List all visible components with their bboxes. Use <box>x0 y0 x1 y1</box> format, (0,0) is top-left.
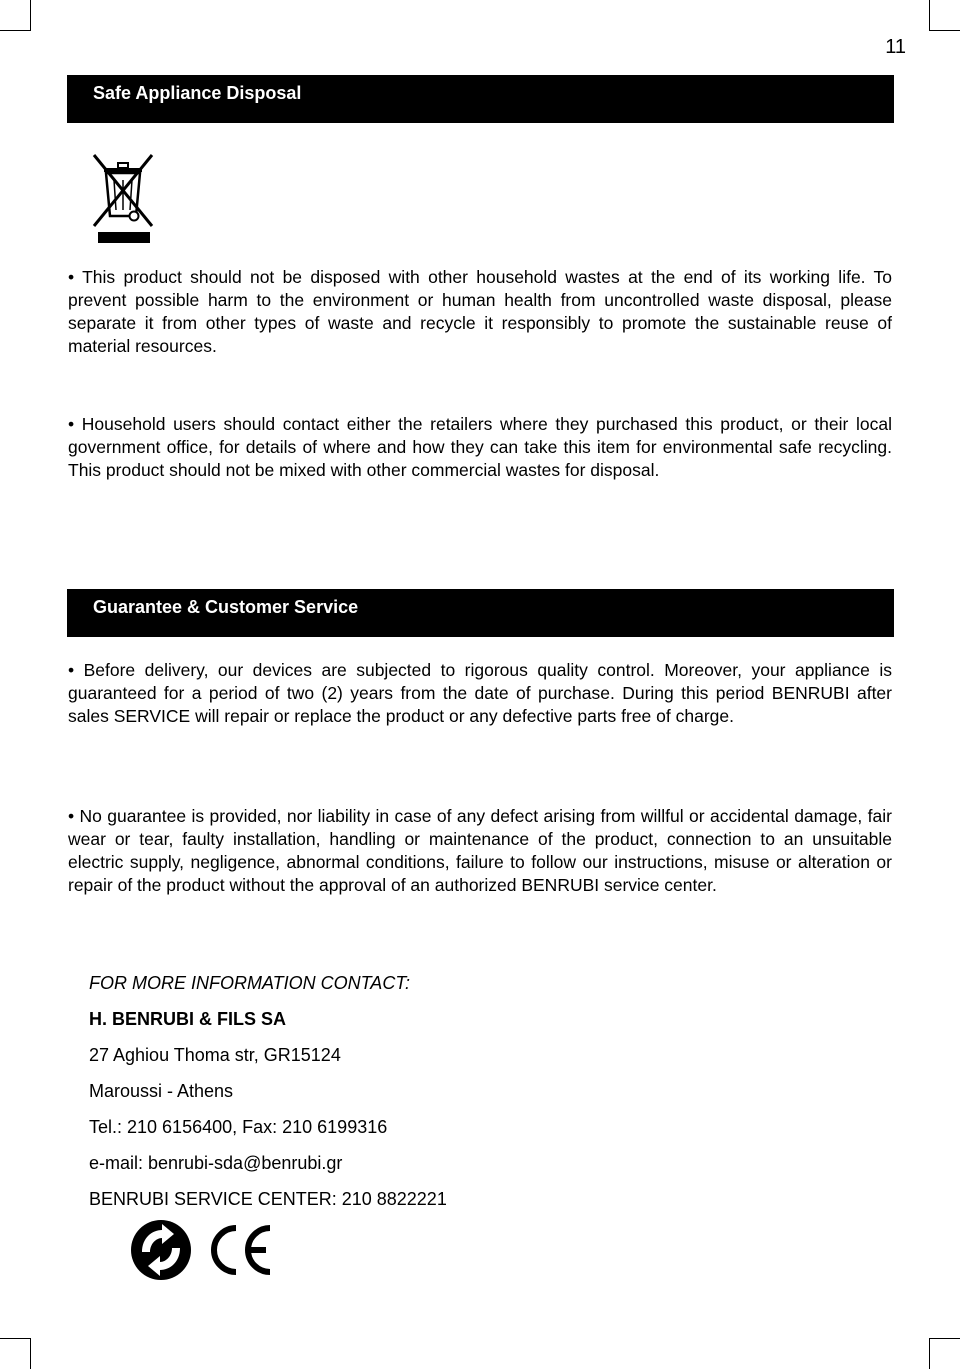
guarantee-paragraph-2: • No guarantee is provided, nor liability in case of any defect arising from willful or accidental damage, fair wear or tear, faulty installation, handling or maintenance of the product, connection to an unsuitable electric supply, negligence, abnormal conditions, failure to follow our instructions, misuse or alteration or repair of the product without the approval of an authorized BENRUBI service center. <box>68 806 892 895</box>
contact-heading: FOR MORE INFORMATION CONTACT: <box>89 973 410 993</box>
crop-mark-top-right <box>929 0 960 31</box>
disposal-paragraph-1: • This product should not be disposed with other household wastes at the end of its working life. To prevent possible harm to the environment or human health from uncontrolled waste disposal, please separate it from other types of waste and recycle it responsibly to promote the sustainable reuse of material resources. <box>68 267 892 356</box>
company-email: e-mail: benrubi-sda@benrubi.gr <box>89 1153 343 1173</box>
section-title-disposal: Safe Appliance Disposal <box>67 75 894 123</box>
company-city: Maroussi - Athens <box>89 1081 234 1101</box>
section-title-guarantee: Guarantee & Customer Service <box>67 589 894 637</box>
ce-mark-icon <box>214 1228 270 1272</box>
company-name: H. BENRUBI & FILS SA <box>89 1009 287 1029</box>
page-number: 11 <box>885 36 906 58</box>
certification-logos <box>130 1218 280 1282</box>
company-phone: Tel.: 210 6156400, Fax: 210 6199316 <box>89 1117 388 1137</box>
crop-mark-top-left <box>0 0 31 31</box>
contact-block <box>89 969 447 1221</box>
crossed-out-wheelie-bin-icon <box>90 152 156 244</box>
green-dot-recycling-icon <box>131 1220 191 1280</box>
disposal-paragraph-2: • Household users should contact either the retailers where they purchased this product, or their local government office, for details of where and how they can take this item for environmental safe recycling. This product should not be mixed with other commercial wastes for disposal. <box>68 414 892 480</box>
crop-mark-bottom-left <box>0 1338 31 1369</box>
company-address: 27 Aghiou Thoma str, GR15124 <box>89 1045 341 1065</box>
service-center: BENRUBI SERVICE CENTER: 210 8822221 <box>89 1189 447 1209</box>
crop-mark-bottom-right <box>929 1338 960 1369</box>
guarantee-paragraph-1: • Before delivery, our devices are subjected to rigorous quality control. Moreover, your appliance is guaranteed for a period of two (2) years from the date of purchase. During this period BENRUBI after sales SERVICE will repair or replace the product or any defective parts free of charge. <box>68 660 892 726</box>
